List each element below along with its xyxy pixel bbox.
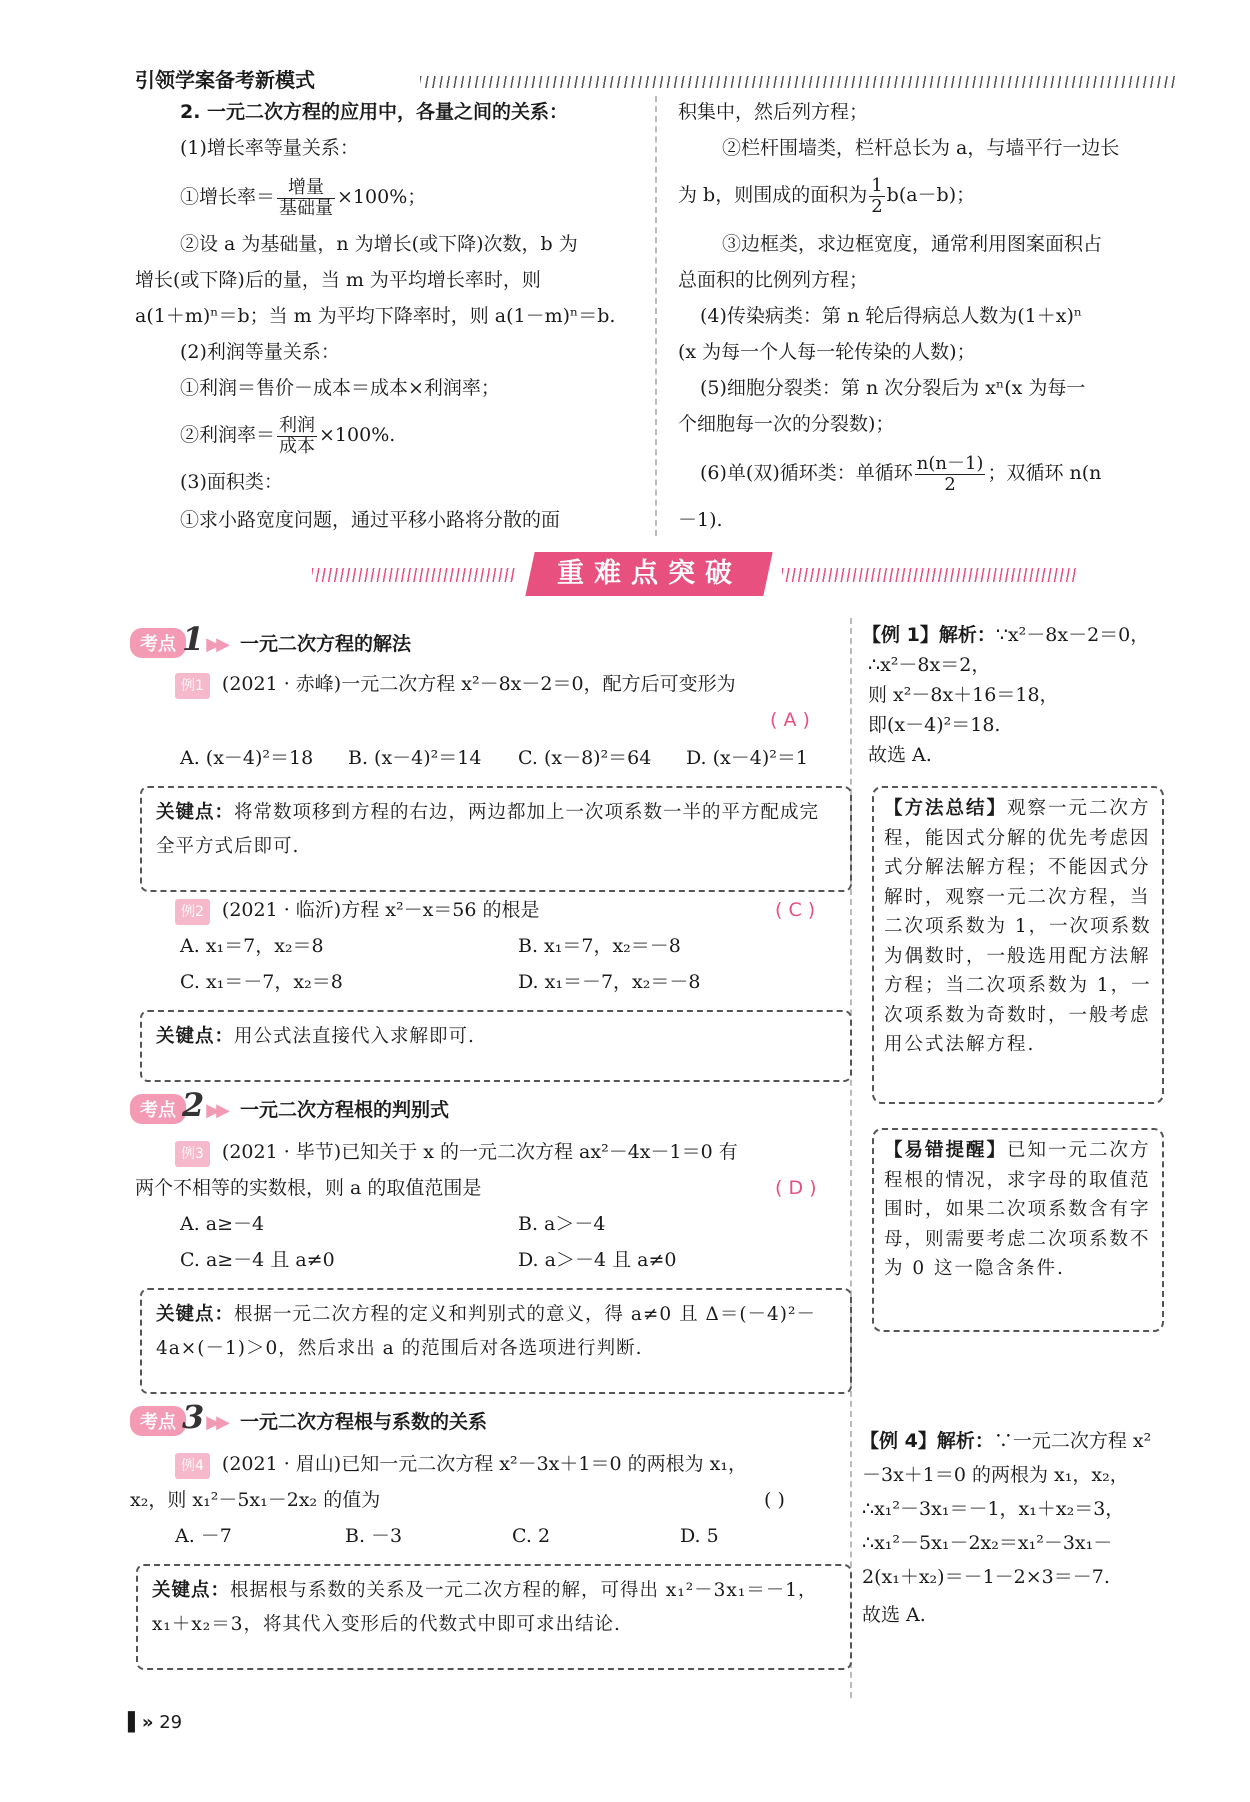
kaodian-1-heading	[130, 620, 411, 658]
area-text-2: 积集中，然后列方程；	[678, 101, 869, 123]
example-4-stem-1	[175, 1452, 747, 1479]
key-point-label: 关键点：	[152, 1580, 231, 1601]
key-point-text: 将常数项移到方程的右边，两边都加上一次项系数一半的平方配成完全平方式后即可.	[156, 802, 820, 857]
key-point-text: 根据根与系数的关系及一元二次方程的解，可得出 x₁²－3x₁＝－1，x₁＋x₂＝3，将其代入变形后的代数式中即可求出结论.	[152, 1580, 818, 1635]
frame-text-1: ③边框类，求边框宽度，通常利用图案面积占	[722, 233, 1103, 255]
profit-heading: (2)利润等量关系：	[180, 341, 340, 363]
fence-suffix: b(a－b)；	[886, 184, 976, 206]
banner-title: 重难点突破	[556, 558, 742, 589]
main-column-divider	[850, 618, 852, 1698]
solution-4-line-1	[860, 1426, 1151, 1456]
fraction-numerator: 利润	[279, 414, 316, 436]
example-stem-text: (2021 · 眉山)已知一元二次方程 x²－3x＋1＝0 的两根为 x₁，	[221, 1453, 747, 1475]
fraction-denominator: 成本	[279, 435, 316, 457]
key-point-box-3	[140, 1288, 852, 1394]
example-4-option-c: C. 2	[512, 1525, 551, 1547]
example-4-answer: ( )	[764, 1489, 785, 1511]
frame-text-2: 总面积的比例列方程；	[678, 269, 869, 291]
header-title: 引领学案备考新模式	[135, 68, 315, 92]
kaodian-tag: 考点	[130, 1406, 186, 1436]
double-chevron-icon: ▌»	[128, 1712, 154, 1733]
solution-4-line-5: 2(x₁＋x₂)＝－1－2×3＝－7.	[862, 1566, 1110, 1588]
example-1-option-b: B. (x－4)²＝14	[348, 747, 482, 769]
header-hatch	[420, 76, 1175, 88]
growth-rate-formula	[180, 172, 426, 222]
area-text-1: ①求小路宽度问题，通过平移小路将分散的面	[180, 509, 561, 531]
kaodian-title: 一元二次方程根与系数的关系	[239, 1411, 487, 1433]
profit-rate-formula	[180, 410, 395, 460]
example-1-option-c: C. (x－8)²＝64	[518, 747, 652, 769]
kaodian-number: 3	[182, 1398, 205, 1436]
key-point-label: 关键点：	[156, 802, 235, 823]
solution-4-line-4: ∴x₁²－5x₁－2x₂＝x₁²－3x₁－	[862, 1532, 1113, 1554]
example-3-option-a: A. a≥－4	[180, 1213, 265, 1235]
example-2-stem	[175, 898, 540, 925]
fence-label: 为 b，则围成的面积为	[678, 184, 868, 206]
example-3-option-b: B. a＞－4	[518, 1213, 606, 1235]
growth-rate-suffix: ×100%；	[337, 186, 427, 208]
example-tag: 例2	[175, 899, 210, 925]
solution-1-line-1	[862, 620, 1149, 650]
cycle-fraction	[915, 454, 986, 495]
growth-text-1: ②设 a 为基础量，n 为增长(或下降)次数，b 为	[180, 233, 578, 255]
top-column-divider	[655, 96, 657, 536]
example-1-answer: ( A )	[770, 709, 810, 731]
kaodian-tag: 考点	[130, 628, 186, 658]
section-banner	[525, 552, 772, 596]
example-tag: 例3	[175, 1141, 210, 1167]
half-fraction	[869, 176, 884, 217]
solution-1-line-2: ∴x²－8x＝2，	[868, 654, 991, 676]
error-reminder-text: 已知一元二次方程根的情况，求字母的取值范围时，如果二次项系数含有字母，则需要考虑二次项系数不为 0 这一隐含条件.	[884, 1140, 1151, 1279]
profit-rate-label: ②利润率＝	[180, 424, 276, 446]
fraction-numerator: 增量	[277, 178, 335, 199]
kaodian-title: 一元二次方程根的判别式	[239, 1099, 449, 1121]
example-4-option-d: D. 5	[680, 1525, 719, 1547]
fence-formula	[678, 170, 975, 220]
example-2-option-c: C. x₁＝－7，x₂＝8	[180, 971, 343, 993]
method-summary-text: 观察一元二次方程，能因式分解的优先考虑因式分解法解方程；不能因式分解时，观察一元二次方程，当二次项系数为 1，一次项系数为偶数时，一般选用配方法解方程；当二次项系数为 1，一次项系数为奇数时，一般考虑用公式法解方程.	[884, 798, 1152, 1055]
profit-rate-fraction	[277, 416, 317, 457]
solution-4-line-3: ∴x₁²－3x₁＝－1，x₁＋x₂＝3，	[862, 1498, 1125, 1520]
key-point-label: 关键点：	[156, 1026, 235, 1047]
fraction-denominator: 基础量	[279, 197, 334, 219]
growth-text-2: 增长(或下降)后的量，当 m 为平均增长率时，则	[135, 269, 541, 291]
growth-heading: (1)增长率等量关系：	[180, 137, 359, 159]
area-heading: (3)面积类：	[180, 471, 283, 493]
example-2-option-d: D. x₁＝－7，x₂＝－8	[518, 971, 701, 993]
banner-hatch-right	[782, 568, 1077, 582]
solution-text: ∵x²－8x－2＝0，	[995, 624, 1150, 646]
page-footer	[128, 1712, 182, 1733]
solution-text: ∵一元二次方程 x²	[993, 1430, 1152, 1452]
example-stem-text: (2021 · 赤峰)一元二次方程 x²－8x－2＝0，配方后可变形为	[221, 673, 736, 695]
example-4-option-b: B. －3	[345, 1525, 403, 1547]
example-4-stem-2: x₂，则 x₁²－5x₁－2x₂ 的值为	[130, 1489, 381, 1511]
key-point-text: 根据一元二次方程的定义和判别式的意义，得 a≠0 且 Δ＝(－4)²－4a×(－1)＞0，然后求出 a 的范围后对各选项进行判断.	[156, 1304, 816, 1359]
key-point-label: 关键点：	[156, 1304, 235, 1325]
example-3-option-d: D. a＞－4 且 a≠0	[518, 1249, 677, 1271]
example-2-option-b: B. x₁＝7，x₂＝－8	[518, 935, 681, 957]
example-3-stem-2: 两个不相等的实数根，则 a 的取值范围是	[135, 1177, 482, 1199]
example-3-answer: ( D )	[775, 1177, 817, 1199]
error-reminder-label: 【易错提醒】	[884, 1140, 1008, 1161]
kaodian-tag: 考点	[130, 1094, 186, 1124]
example-stem-text: (2021 · 毕节)已知关于 x 的一元二次方程 ax²－4x－1＝0 有	[221, 1141, 738, 1163]
page-number: 29	[159, 1712, 183, 1733]
profit-text: ①利润＝售价－成本＝成本×利润率；	[180, 377, 500, 399]
growth-rate-label: ①增长率＝	[180, 186, 276, 208]
double-arrow-icon: ▶▶	[206, 634, 226, 655]
fraction-denominator: 2	[944, 473, 956, 495]
epidemic-text-1: (4)传染病类：第 n 轮后得病总人数为(1＋x)ⁿ	[700, 305, 1083, 327]
solution-label: 【例 1】解析：	[862, 624, 996, 646]
example-1-stem	[175, 672, 736, 699]
key-point-text: 用公式法直接代入求解即可.	[234, 1026, 475, 1047]
relations-heading: 2. 一元二次方程的应用中，各量之间的关系：	[180, 101, 569, 123]
cycle-label: (6)单(双)循环类：单循环	[700, 462, 913, 484]
kaodian-2-heading	[130, 1086, 449, 1124]
epidemic-text-2: (x 为每一个人每一轮传染的人数)；	[678, 341, 976, 363]
example-2-answer: ( C )	[775, 899, 816, 921]
key-point-box-4	[136, 1564, 852, 1670]
growth-rate-fraction	[277, 178, 335, 219]
kaodian-title: 一元二次方程的解法	[239, 633, 411, 655]
growth-text-3: a(1＋m)ⁿ＝b；当 m 为平均下降率时，则 a(1－m)ⁿ＝b.	[135, 305, 616, 327]
cycle-suffix: ；双循环 n(n	[987, 462, 1102, 484]
example-3-option-c: C. a≥－4 且 a≠0	[180, 1249, 335, 1271]
example-2-option-a: A. x₁＝7，x₂＝8	[180, 935, 324, 957]
fraction-numerator: n(n－1)	[916, 452, 984, 474]
fence-text-1: ②栏杆围墙类，栏杆总长为 a，与墙平行一边长	[722, 137, 1120, 159]
solution-1-line-3: 则 x²－8x＋16＝18，	[868, 684, 1059, 706]
fraction-denominator: 2	[871, 195, 883, 217]
method-summary-label: 【方法总结】	[884, 798, 1008, 819]
example-1-option-d: D. (x－4)²＝1	[686, 747, 808, 769]
error-reminder-box	[872, 1128, 1164, 1332]
kaodian-number: 2	[182, 1086, 205, 1124]
banner-hatch-left	[312, 568, 517, 582]
cell-text-2: 个细胞每一次的分裂数)；	[678, 413, 895, 435]
solution-1-line-5: 故选 A.	[868, 744, 932, 766]
kaodian-number: 1	[182, 620, 205, 658]
key-point-box-2	[140, 1010, 852, 1082]
cycle-formula	[700, 448, 1101, 498]
double-arrow-icon: ▶▶	[206, 1412, 226, 1433]
example-1-option-a: A. (x－4)²＝18	[180, 747, 314, 769]
example-tag: 例1	[175, 673, 210, 699]
solution-1-line-4: 即(x－4)²＝18.	[868, 714, 1001, 736]
key-point-box-1	[140, 786, 852, 892]
example-4-option-a: A. －7	[175, 1525, 232, 1547]
profit-rate-suffix: ×100%.	[319, 424, 396, 446]
cycle-text-2: －1).	[678, 509, 723, 531]
example-tag: 例4	[175, 1453, 210, 1479]
method-summary-box	[872, 786, 1164, 1104]
cell-text-1: (5)细胞分裂类：第 n 次分裂后为 xⁿ(x 为每一	[700, 377, 1086, 399]
kaodian-3-heading	[130, 1398, 487, 1436]
solution-label: 【例 4】解析：	[860, 1430, 994, 1452]
fraction-numerator: 1	[871, 174, 883, 196]
solution-4-line-6: 故选 A.	[862, 1604, 926, 1626]
solution-4-line-2: －3x＋1＝0 的两根为 x₁，x₂，	[862, 1464, 1129, 1486]
example-stem-text: (2021 · 临沂)方程 x²－x＝56 的根是	[221, 899, 540, 921]
double-arrow-icon: ▶▶	[206, 1100, 226, 1121]
example-3-stem-1	[175, 1140, 738, 1167]
